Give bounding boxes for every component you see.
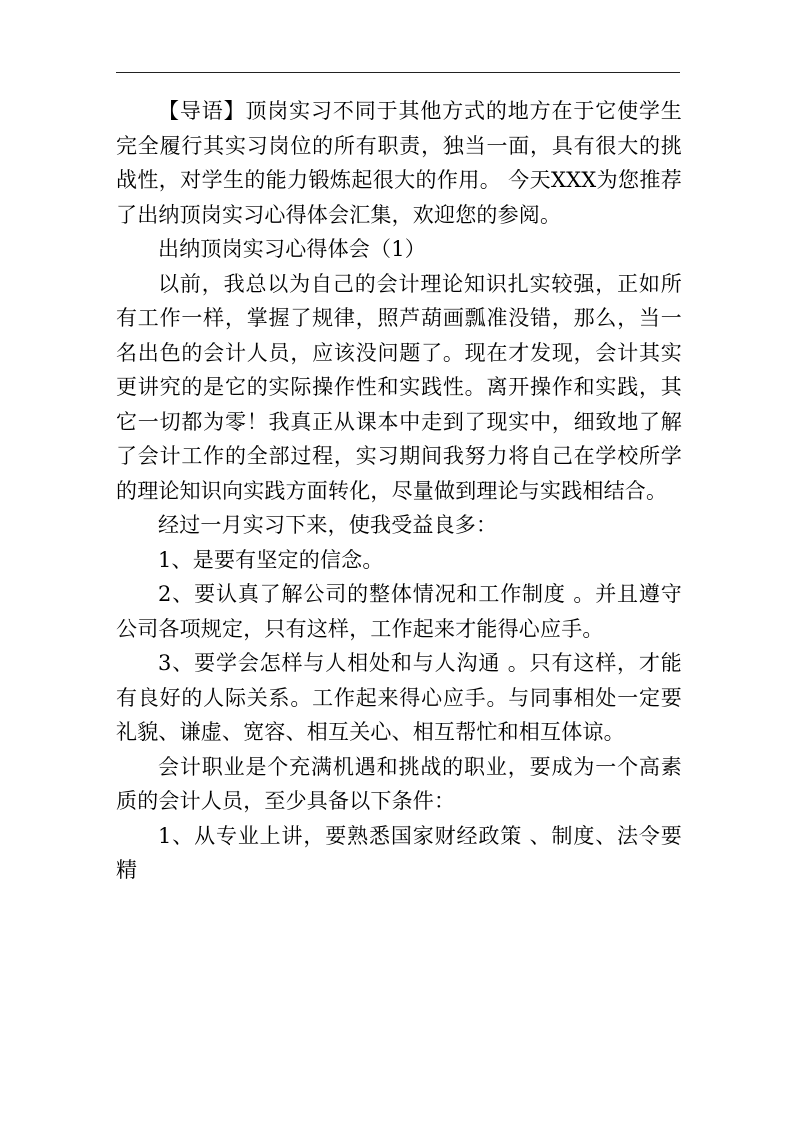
section-heading: 出纳顶岗实习心得体会（1）	[158, 237, 426, 261]
paragraph-intro: 【导语】顶岗实习不同于其他方式的地方在于它使学生完全履行其实习岗位的所有职责，独当一面，具有很大的挑战性，对学生的能力锻炼起很大的作用。 今天XXX为您推荐了出纳顶岗实习心得体会汇集，欢迎您的参阅。	[116, 99, 682, 227]
document-body	[116, 94, 682, 888]
header-rule	[116, 72, 680, 73]
paragraph-body: 以前，我总以为自己的会计理论知识扎实较强，正如所有工作一样，掌握了规律，照芦葫画瓢准没错，那么，当一名出色的会计人员，应该没问题了。现在才发现，会计其实更讲究的是它的实际操作性和实践性。离开操作和实践，其它一切都为零！我真正从课本中走到了现实中，细致地了解了会计工作的全部过程，实习期间我努力将自己在学校所学的理论知识向实践方面转化，尽量做到理论与实践相结合。	[116, 271, 682, 503]
condition-item-1: 1、从专业上讲，要熟悉国家财经政策 、制度、法令要精	[116, 823, 682, 882]
list-item-1: 1、是要有坚定的信念。	[158, 547, 384, 572]
paragraph-conditions: 会计职业是个充满机遇和挑战的职业，要成为一个高素质的会计人员，至少具备以下条件：	[116, 754, 682, 813]
paragraph-summary: 经过一月实习下来，使我受益良多：	[158, 513, 498, 537]
list-item-2: 2、要认真了解公司的整体情况和工作制度 。并且遵守公司各项规定，只有这样，工作起来才能得心应手。	[116, 582, 682, 641]
list-item-3: 3、要学会怎样与人相处和与人沟通 。只有这样，才能有良好的人际关系。工作起来得心应手。与同事相处一定要礼貌、谦虚、宽容、相互关心、相互帮忙和相互体谅。	[116, 651, 682, 744]
